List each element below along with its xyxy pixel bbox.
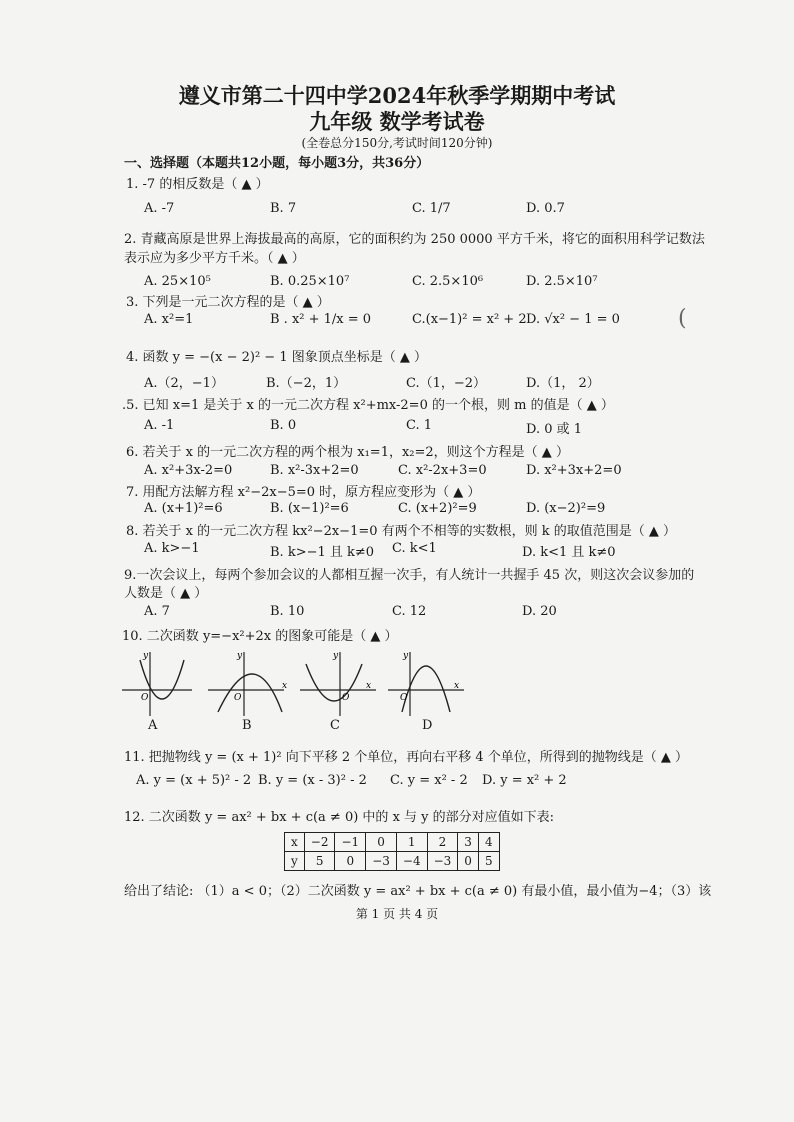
q4-option-d: D.（1， 2） xyxy=(526,376,600,391)
exam-title: 遵义市第二十四中学2024年秋季学期期中考试 xyxy=(178,83,616,108)
question-2-stem: 2. 青藏高原是世界上海拔最高的高原，它的面积约为 250 0000 平方千米，将它的面积用科学记数法 xyxy=(124,232,705,247)
question-12-stem: 12. 二次函数 y = ax² + bx + c(a ≠ 0) 中的 x 与 y 的部分对应值如下表: xyxy=(124,810,555,825)
exam-subtitle: 九年级 数学考试卷 xyxy=(309,109,485,134)
q9-option-a: A. 7 xyxy=(144,604,170,619)
graph-d-o-label: O xyxy=(400,693,408,703)
graph-c-x-label: x xyxy=(366,681,372,691)
q2-option-a: A. 25×10⁵ xyxy=(144,274,211,289)
q2-option-d: D. 2.5×10⁷ xyxy=(526,274,598,289)
q9-option-b: B. 10 xyxy=(270,604,305,619)
q6-option-a: A. x²+3x-2=0 xyxy=(144,463,233,478)
q7-option-c: C. (x+2)²=9 xyxy=(398,501,477,516)
graph-b-x-label: x xyxy=(282,681,288,691)
table-cell: 0 xyxy=(458,852,479,871)
table-cell: 3 xyxy=(458,833,479,852)
q7-option-b: B. (x−1)²=6 xyxy=(270,501,349,516)
graph-a-o-label: O xyxy=(141,693,149,703)
table-cell: −3 xyxy=(427,852,458,871)
question-9-stem: 9.一次会议上，每两个参加会议的人都相互握一次手，有人统计一共握手 45 次，则这次会议参加的 xyxy=(124,568,695,583)
graph-d xyxy=(388,648,470,718)
graph-b-y-label: y xyxy=(237,651,243,661)
question-3-stem: 3. 下列是一元二次方程的是（ ▲ ） xyxy=(126,295,330,310)
q5-option-d: D. 0 或 1 xyxy=(526,422,583,437)
table-cell: x xyxy=(285,833,305,852)
values-table xyxy=(284,832,500,871)
table-cell: 0 xyxy=(366,833,397,852)
q10-option-a: A xyxy=(148,718,158,733)
q10-option-b: B xyxy=(242,718,252,733)
graph-b-o-label: O xyxy=(234,693,242,703)
q6-option-c: C. x²-2x+3=0 xyxy=(398,463,487,478)
q7-option-d: D. (x−2)²=9 xyxy=(526,501,606,516)
q7-option-a: A. (x+1)²=6 xyxy=(144,501,223,516)
table-cell: 0 xyxy=(335,852,366,871)
graph-c-y-label: y xyxy=(333,651,339,661)
q8-option-a: A. k>−1 xyxy=(144,541,200,556)
scan-mark: ( xyxy=(678,306,687,331)
q4-option-c: C.（1，−2） xyxy=(406,376,487,391)
q8-option-d: D. k<1 且 k≠0 xyxy=(522,545,616,560)
q5-option-b: B. 0 xyxy=(270,418,297,433)
q10-option-c: C xyxy=(330,718,340,733)
q4-option-a: A.（2，−1） xyxy=(144,376,224,391)
question-9-stem-cont: 人数是（ ▲ ） xyxy=(124,586,208,601)
q4-option-b: B.（−2，1） xyxy=(266,376,347,391)
q10-option-d: D xyxy=(422,718,433,733)
graph-c xyxy=(300,648,382,718)
exam-note: (全卷总分150分,考试时间120分钟) xyxy=(301,136,493,150)
graph-d-x-label: x xyxy=(454,681,460,691)
graph-b xyxy=(208,648,290,718)
q2-option-c: C. 2.5×10⁶ xyxy=(412,274,484,289)
table-cell: 1 xyxy=(396,833,427,852)
table-cell: −4 xyxy=(396,852,427,871)
q1-option-b: B. 7 xyxy=(270,201,297,216)
q11-option-d: D. y = x² + 2 xyxy=(482,773,567,788)
q1-option-d: D. 0.7 xyxy=(526,201,565,216)
table-cell: 5 xyxy=(478,852,499,871)
graph-d-y-label: y xyxy=(403,651,409,661)
q9-option-d: D. 20 xyxy=(522,604,557,619)
table-cell: −1 xyxy=(335,833,366,852)
table-cell: y xyxy=(285,852,305,871)
table-row-y xyxy=(285,852,500,871)
q6-option-d: D. x²+3x+2=0 xyxy=(526,463,622,478)
q8-option-c: C. k<1 xyxy=(392,541,437,556)
question-4-stem: 4. 函数 y = −(x − 2)² − 1 图象顶点坐标是（ ▲ ） xyxy=(126,350,427,365)
table-cell: −3 xyxy=(366,852,397,871)
q5-option-a: A. -1 xyxy=(144,418,175,433)
question-2-stem-cont: 表示应为多少平方千米。（ ▲ ） xyxy=(124,251,305,266)
graph-c-o-label: O xyxy=(342,693,350,703)
q1-option-c: C. 1/7 xyxy=(412,201,451,216)
table-cell: 4 xyxy=(478,833,499,852)
graph-a-y-label: y xyxy=(143,651,149,661)
q11-option-a: A. y = (x + 5)² - 2 xyxy=(136,773,252,788)
q8-option-b: B. k>−1 且 k≠0 xyxy=(270,545,375,560)
question-5-stem: .5. 已知 x=1 是关于 x 的一元二次方程 x²+mx-2=0 的一个根，则 m 的值是（ ▲ ） xyxy=(122,398,614,413)
q3-option-a: A. x²=1 xyxy=(144,312,194,327)
q5-option-c: C. 1 xyxy=(406,418,433,433)
q3-option-d: D. √x² − 1 = 0 xyxy=(526,312,620,327)
q9-option-c: C. 12 xyxy=(392,604,427,619)
question-7-stem: 7. 用配方法解方程 x²−2x−5=0 时，原方程应变形为（ ▲ ） xyxy=(126,485,481,500)
table-cell: 5 xyxy=(304,852,335,871)
graph-a xyxy=(122,648,194,718)
q11-option-c: C. y = x² - 2 xyxy=(390,773,468,788)
question-10-stem: 10. 二次函数 y=−x²+2x 的图象可能是（ ▲ ） xyxy=(122,629,398,644)
q11-option-b: B. y = (x - 3)² - 2 xyxy=(258,773,367,788)
q3-option-b: B . x² + 1/x = 0 xyxy=(270,312,372,327)
page-footer: 第 1 页 共 4 页 xyxy=(355,907,439,921)
question-11-stem: 11. 把抛物线 y = (x + 1)² 向下平移 2 个单位，再向右平移 4 个单位，所得到的抛物线是（ ▲ ） xyxy=(124,750,689,765)
q2-option-b: B. 0.25×10⁷ xyxy=(270,274,350,289)
section-heading: 一、选择题（本题共12小题，每小题3分，共36分） xyxy=(124,156,430,171)
q1-option-a: A. -7 xyxy=(144,201,175,216)
table-row-x xyxy=(285,833,500,852)
table-cell: −2 xyxy=(304,833,335,852)
q6-option-b: B. x²-3x+2=0 xyxy=(270,463,359,478)
table-cell: 2 xyxy=(427,833,458,852)
q3-option-c: C.(x−1)² = x² + 2 xyxy=(412,312,527,327)
question-8-stem: 8. 若关于 x 的一元二次方程 kx²−2x−1=0 有两个不相等的实数根，则 k 的取值范围是（ ▲ ） xyxy=(126,524,677,539)
conclusion-text: 给出了结论: （1）a < 0；（2）二次函数 y = ax² + bx + c(a ≠ 0) 有最小值，最小值为−4；（3）该 xyxy=(124,884,712,899)
question-6-stem: 6. 若关于 x 的一元二次方程的两个根为 x₁=1，x₂=2，则这个方程是（ ▲ ） xyxy=(126,445,569,460)
question-1-stem: 1. -7 的相反数是（ ▲ ） xyxy=(126,177,269,192)
